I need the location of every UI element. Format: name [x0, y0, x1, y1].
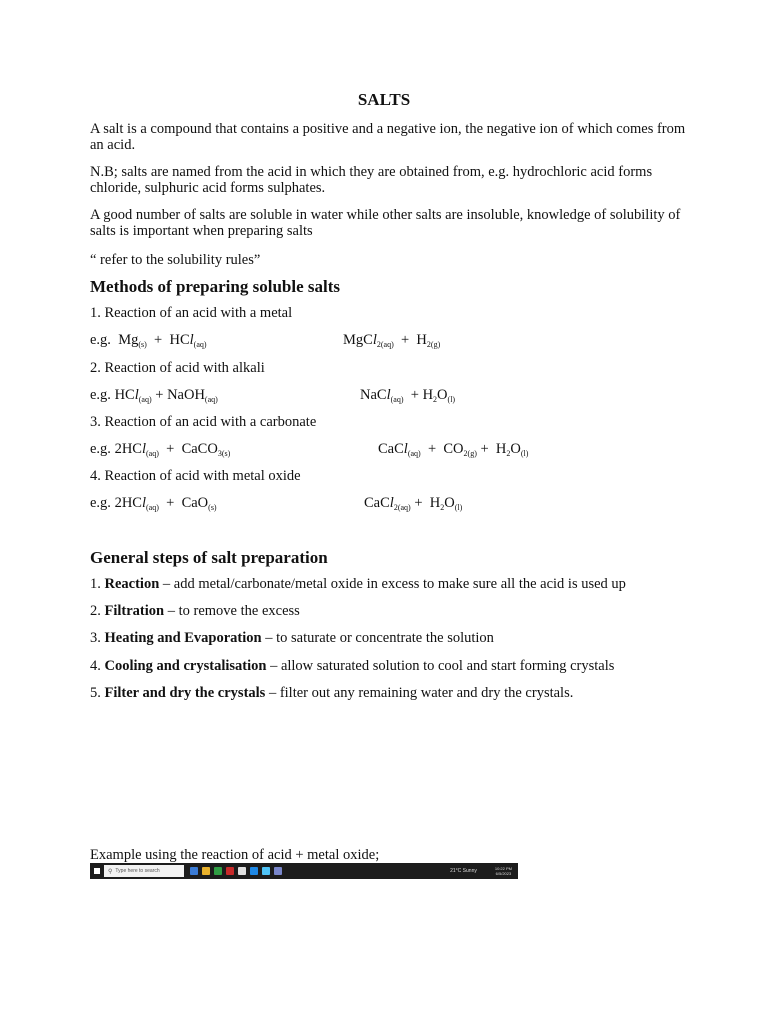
browser-icon[interactable]	[226, 867, 234, 875]
start-button[interactable]	[90, 863, 104, 879]
system-tray	[450, 866, 518, 876]
step-4	[90, 658, 614, 675]
step-description: – filter out any remaining water and dry the crystals.	[265, 685, 574, 701]
method-1-label: 1. Reaction of an acid with a metal	[90, 305, 293, 321]
example-line: Example using the reaction of acid + metal oxide;	[90, 847, 380, 863]
eq-prefix: e.g.	[90, 495, 111, 511]
eq-prefix: e.g.	[90, 441, 111, 457]
step-number: 1.	[90, 576, 101, 592]
step-description: – to remove the excess	[164, 603, 300, 619]
method-4-label: 4. Reaction of acid with metal oxide	[90, 468, 301, 484]
nb-paragraph: N.B; salts are named from the acid in which they are obtained from, e.g. hydrochloric acid forms chloride, sulphuric acid forms sulphates.	[90, 164, 653, 196]
method-3-equation-rhs: CaCl$_{(aq)}$ + $CO_{2(g)} + H_2O_{(l)}$	[378, 441, 529, 458]
method-3-equation-lhs: e.g. 2HCl$_{(aq)}$ + CaCO$_{3(s)}$	[90, 441, 231, 458]
task-view-icon[interactable]	[190, 867, 198, 875]
eq-prefix: e.g.	[90, 332, 111, 348]
step-description: – allow saturated solution to cool and start forming crystals	[266, 658, 615, 674]
notepad-icon[interactable]	[238, 867, 246, 875]
taskbar	[90, 863, 518, 879]
step-description: – to saturate or concentrate the solution	[261, 630, 494, 646]
step-5	[90, 685, 573, 702]
search-icon: ⚲	[108, 868, 113, 875]
step-number: 5.	[90, 685, 101, 701]
step-name: Filtration	[104, 603, 165, 619]
method-2-equation-lhs: e.g. HCl$_{(aq)}$ + NaOH$_{(aq)}$	[90, 387, 218, 404]
method-1-equation-lhs: e.g. $Mg_{(s)} + HCl_{(aq)}$	[90, 332, 207, 349]
method-4-equation-lhs: e.g. 2HCl$_{(aq)}$ + CaO$_{(s)}$	[90, 495, 217, 512]
step-name: Filter and dry the crystals	[104, 685, 266, 701]
word-app-icon[interactable]	[250, 867, 258, 875]
weather-widget[interactable]: 21°C Sunny	[450, 868, 477, 874]
clock[interactable]	[495, 866, 512, 876]
step-name: Cooling and crystalisation	[104, 658, 267, 674]
step-name: Reaction	[104, 576, 160, 592]
method-4-equation-rhs: CaCl$_{2(aq)}$ + $H_2O_{(l)}$	[364, 495, 463, 512]
solubility-paragraph: A good number of salts are soluble in water while other salts are insoluble, knowledge of solubility of salts is important when preparing salts	[90, 207, 681, 239]
taskbar-search[interactable]	[104, 865, 184, 877]
taskbar-apps	[190, 867, 286, 875]
steps-heading: General steps of salt preparation	[90, 548, 328, 567]
windows-icon	[94, 868, 100, 874]
method-2-equation-rhs: NaCl$_{(aq)}$ + $H_2O_{(l)}$	[360, 387, 456, 404]
spreadsheet-app-icon[interactable]	[214, 867, 222, 875]
step-2	[90, 603, 300, 620]
snipping-tool-icon[interactable]	[274, 867, 282, 875]
step-1	[90, 576, 626, 593]
step-number: 3.	[90, 630, 101, 646]
method-1-equation-rhs: MgCl$_{2(aq)}$ + $H_{2(g)}$	[343, 332, 441, 349]
methods-heading: Methods of preparing soluble salts	[90, 277, 340, 296]
step-name: Heating and Evaporation	[104, 630, 262, 646]
method-2-label: 2. Reaction of acid with alkali	[90, 360, 265, 376]
step-number: 4.	[90, 658, 101, 674]
file-explorer-icon[interactable]	[202, 867, 210, 875]
document-title: SALTS	[357, 90, 411, 109]
step-description: – add metal/carbonate/metal oxide in excess to make sure all the acid is used up	[159, 576, 626, 592]
eq-prefix: e.g.	[90, 387, 111, 403]
step-3	[90, 630, 494, 647]
solubility-rules-note: “ refer to the solubility rules”	[90, 252, 261, 268]
method-3-label: 3. Reaction of an acid with a carbonate	[90, 414, 317, 430]
clock-date: 6/5/2023	[495, 871, 512, 876]
step-number: 2.	[90, 603, 101, 619]
clock-time: 10:22 PM	[494, 866, 512, 871]
edge-browser-icon[interactable]	[262, 867, 270, 875]
intro-paragraph: A salt is a compound that contains a positive and a negative ion, the negative ion of which comes from an acid.	[90, 121, 686, 153]
search-placeholder: Type here to search	[115, 868, 160, 874]
